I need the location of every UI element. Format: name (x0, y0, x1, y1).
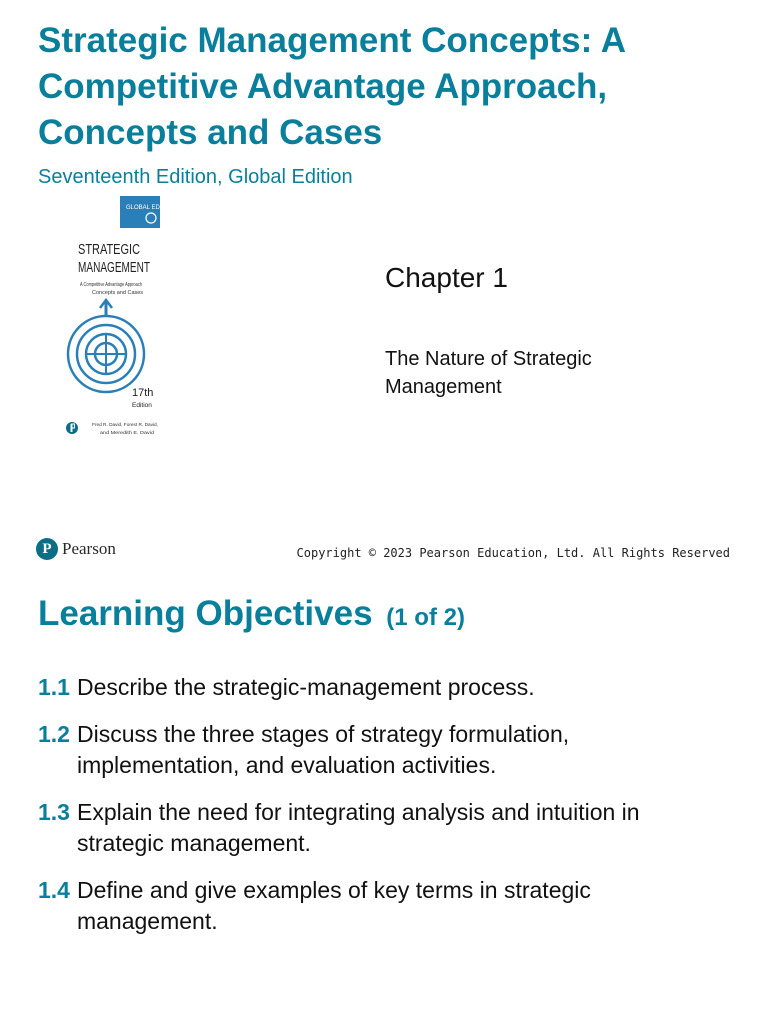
slide-title (38, 594, 465, 634)
objective-number: 1.3 (38, 799, 70, 825)
book-cover-image (62, 196, 176, 440)
cover-badge-text: GLOBAL EDITION (126, 205, 176, 211)
objectives-list (38, 672, 728, 953)
slide-title-part: (1 of 2) (386, 604, 465, 631)
cover-title-line2: MANAGEMENT (78, 259, 150, 276)
book-title: Strategic Management Concepts: A Competitive Advantage Approach, Concepts and Cases (38, 21, 625, 152)
objective-text: Describe the strategic-management process. (76, 674, 535, 700)
pearson-logo (36, 538, 116, 560)
cover-authors-line2: and Meredith E. David (100, 430, 155, 435)
global-edition-badge (120, 196, 160, 228)
cover-edition-label: Edition (132, 402, 152, 409)
edition-subtitle: Seventeenth Edition, Global Edition (38, 166, 353, 188)
objective-text: Discuss the three stages of strategy formulation, implementation, and evaluation activities. (76, 721, 570, 778)
learning-objectives-slide (0, 576, 768, 1024)
chapter-label: Chapter 1 (385, 262, 508, 293)
cover-title-line1: STRATEGIC (78, 241, 141, 258)
objective-item (38, 797, 728, 859)
objective-text: Explain the need for integrating analysis and intuition in strategic management. (76, 799, 640, 856)
objective-number: 1.2 (38, 721, 70, 747)
cover-authors-line1: Fred R. David, Forest R. David, (92, 422, 158, 427)
pearson-wordmark: Pearson (62, 539, 116, 558)
cover-subtitle-line1: A Competitive Advantage Approach (80, 282, 142, 288)
objective-item (38, 875, 728, 937)
cover-subtitle-line2: Concepts and Cases (92, 290, 144, 296)
cover-maze-graphic (68, 300, 144, 392)
chapter-subtitle: The Nature of Strategic Management (385, 348, 592, 398)
objective-text: Define and give examples of key terms in strategic management. (76, 877, 591, 934)
slide-title-text: Learning Objectives (38, 594, 373, 633)
objective-number: 1.4 (38, 877, 70, 903)
objective-item (38, 672, 728, 703)
cover-edition-number: 17th (132, 387, 154, 399)
pearson-p-icon: P (36, 538, 58, 560)
objective-number: 1.1 (38, 674, 70, 700)
copyright-notice: Copyright © 2023 Pearson Education, Ltd. All Rights Reserved (296, 546, 730, 560)
objective-item (38, 719, 728, 781)
